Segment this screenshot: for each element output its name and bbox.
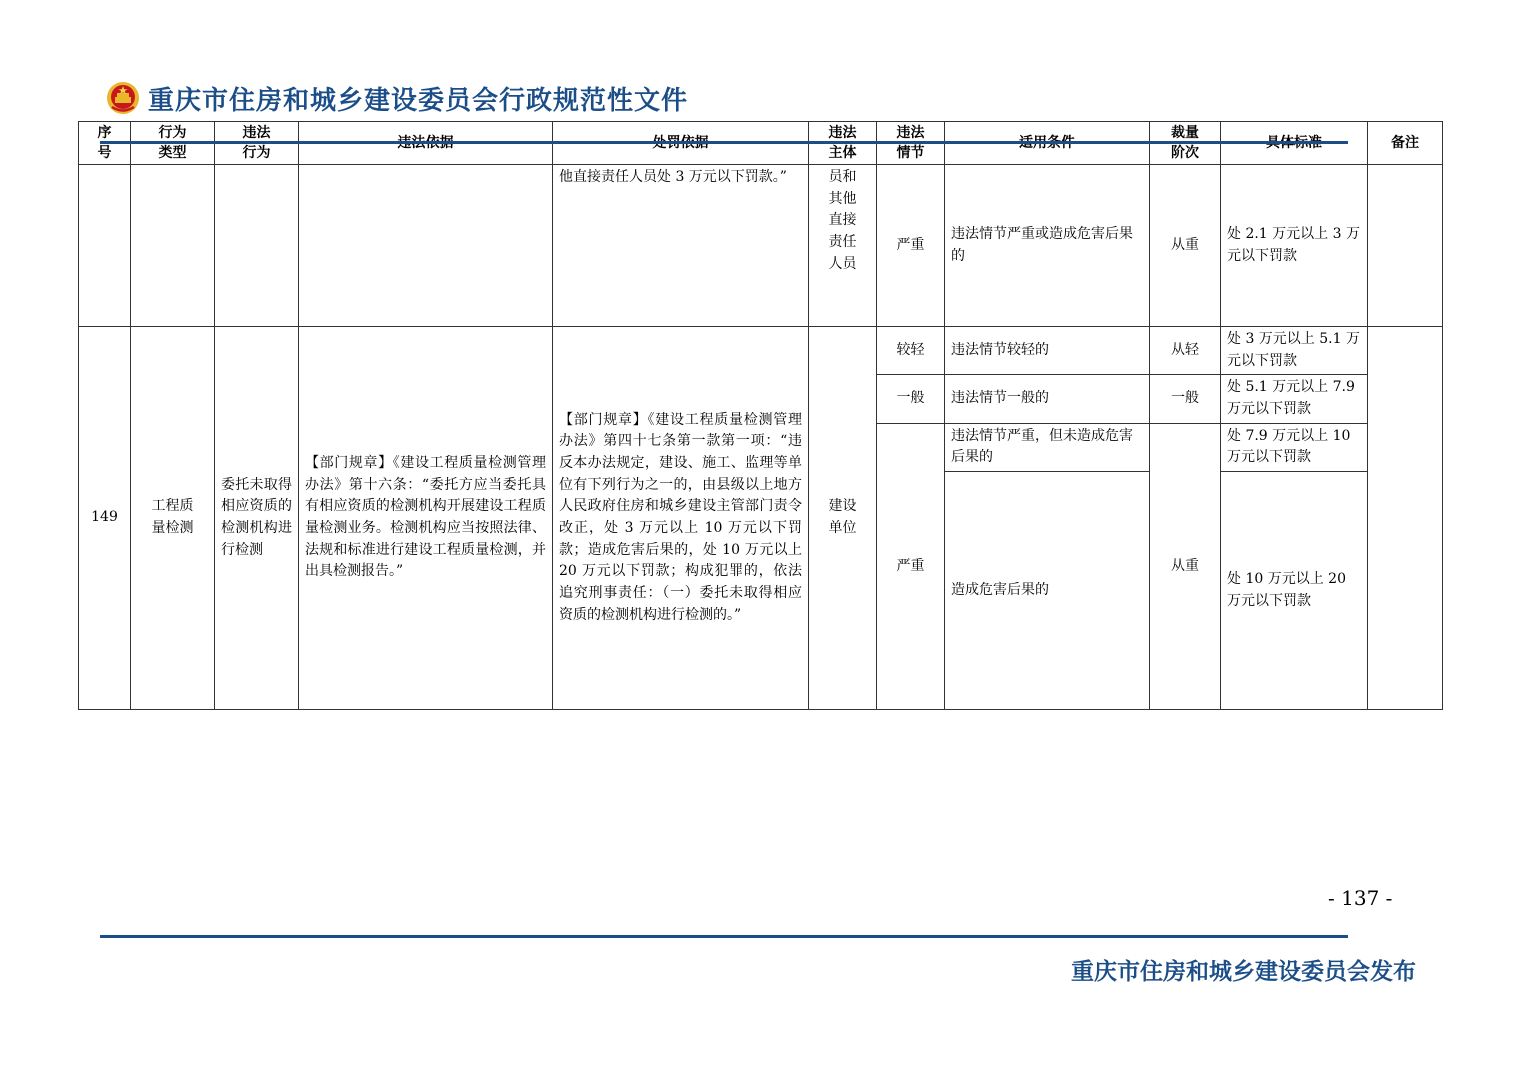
cell-standard: 处 3 万元以上 5.1 万元以下罚款 (1221, 327, 1368, 375)
cell-circumstance: 严重 (877, 423, 945, 709)
cell-subject: 建设 单位 (809, 327, 877, 710)
cell-seq: 149 (79, 327, 131, 710)
cell-basis: 【部门规章】《建设工程质量检测管理办法》第十六条：“委托方应当委托具有相应资质的检测机构开展建设工程质量检测业务。检测机构应当按照法律、法规和标准进行建设工程质量检测，并出具检测报告。” (299, 327, 553, 710)
cell-subject-continued: 员和 其他 直接 责任 人员 (809, 165, 877, 327)
penalty-standards-table (78, 121, 1443, 710)
header-seq: 序 号 (79, 122, 131, 165)
table-row-149 (79, 327, 1443, 375)
cell-condition: 违法情节较轻的 (945, 327, 1150, 375)
document-header (106, 80, 688, 116)
page-number: - 137 - (1328, 886, 1393, 910)
cell-standard: 处 7.9 万元以上 10 万元以下罚款 (1221, 423, 1368, 471)
header-divider (100, 141, 1348, 144)
footer-divider (100, 935, 1348, 938)
cell-circumstance: 较轻 (877, 327, 945, 375)
header-level: 裁量 阶次 (1150, 122, 1221, 165)
cell-standard: 处 10 万元以上 20 万元以下罚款 (1221, 472, 1368, 710)
cell-empty (299, 165, 553, 327)
cell-circumstance: 严重 (877, 165, 945, 327)
header-type: 行为 类型 (131, 122, 215, 165)
cell-empty (131, 165, 215, 327)
cell-condition: 违法情节一般的 (945, 375, 1150, 423)
cell-type: 工程质 量检测 (131, 327, 215, 710)
cell-empty (79, 165, 131, 327)
cell-level: 从重 (1150, 423, 1221, 709)
header-subject: 违法 主体 (809, 122, 877, 165)
cell-level: 从轻 (1150, 327, 1221, 375)
cell-condition: 违法情节严重，但未造成危害后果的 (945, 423, 1150, 471)
cell-condition: 违法情节严重或造成危害后果的 (945, 165, 1150, 327)
cell-level: 从重 (1150, 165, 1221, 327)
cell-circumstance: 一般 (877, 375, 945, 423)
header-remark: 备注 (1368, 122, 1443, 165)
cell-remark (1368, 165, 1443, 327)
header-circumstance: 违法 情节 (877, 122, 945, 165)
cell-act: 委托未取得相应资质的检测机构进行检测 (215, 327, 299, 710)
footer-publisher: 重庆市住房和城乡建设委员会发布 (1071, 959, 1416, 985)
cell-level: 一般 (1150, 375, 1221, 423)
document-title: 重庆市住房和城乡建设委员会行政规范性文件 (148, 85, 689, 116)
table-row-continued (79, 165, 1443, 327)
cell-standard: 处 5.1 万元以上 7.9 万元以下罚款 (1221, 375, 1368, 423)
cell-condition: 造成危害后果的 (945, 472, 1150, 710)
cell-penalty-continued: 他直接责任人员处 3 万元以下罚款。” (553, 165, 809, 327)
cell-empty (215, 165, 299, 327)
national-emblem-icon (106, 81, 140, 115)
cell-remark (1368, 327, 1443, 710)
header-act: 违法 行为 (215, 122, 299, 165)
cell-standard: 处 2.1 万元以上 3 万元以下罚款 (1221, 165, 1368, 327)
cell-penalty: 【部门规章】《建设工程质量检测管理办法》第四十七条第一款第一项：“违反本办法规定，建设、施工、监理等单位有下列行为之一的，由县级以上地方人民政府住房和城乡建设主管部门责令改正，处 3 万元以上 10 万元以下罚款；造成危害后果的，处 10 万元以上 20 万元以下罚款；构成犯罪的，依法追究刑事责任：（一）委托未取得相应资质的检测机构进行检测的。” (553, 327, 809, 710)
